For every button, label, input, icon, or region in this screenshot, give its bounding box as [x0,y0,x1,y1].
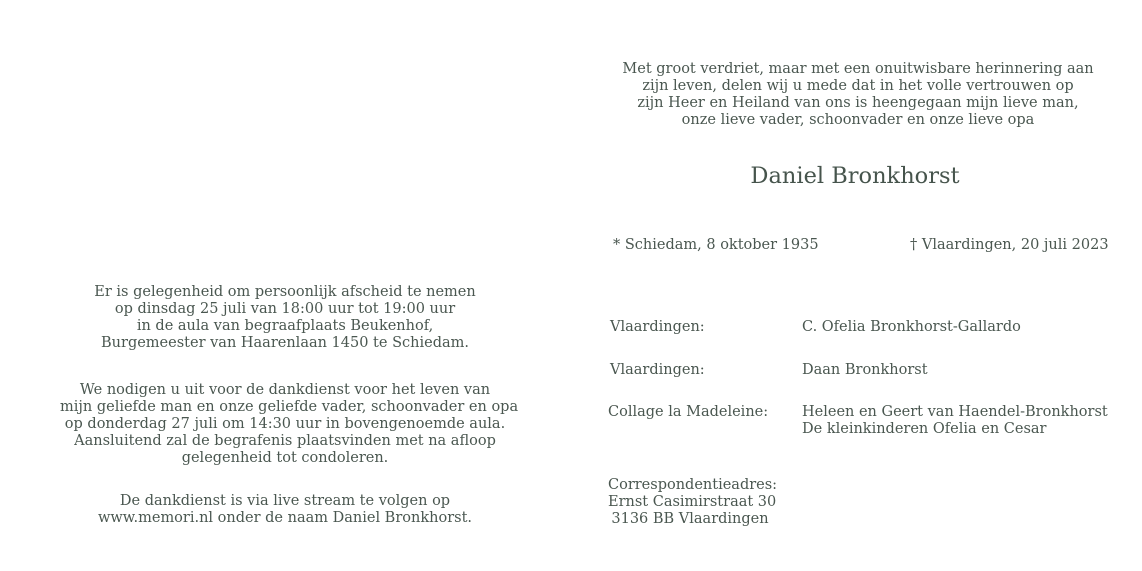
farewell-line: in de aula van begraafplaats Beukenhof, [136,318,434,334]
service-line: gelegenheid tot condoleren. [181,450,389,466]
address-line: 3136 BB Vlaardingen [611,511,769,527]
intro-line: zijn Heer en Heiland van ons is heengegaan mijn lieve man, [637,95,1079,111]
intro-line: Met groot verdriet, maar met een onuitwisbare herinnering aan [622,61,1094,77]
correspondence-address [608,477,778,528]
death-date: † Vlaardingen, 20 juli 2023 [910,237,1109,253]
family-name-line: Heleen en Geert van Haendel-Bronkhorst [802,404,1108,420]
family-name-line: Daan Bronkhorst [802,362,928,378]
farewell-line: Er is gelegenheid om persoonlijk afscheid te nemen [94,284,476,300]
service-line: We nodigen u uit voor de dankdienst voor het leven van [79,382,491,398]
intro-paragraph [620,61,1096,129]
family-names [802,404,1108,438]
address-line: Ernst Casimirstraat 30 [608,494,777,510]
livestream-paragraph [60,493,510,527]
family-place: Vlaardingen: [610,362,705,378]
address-line: Correspondentieadres: [608,477,778,493]
livestream-line: De dankdienst is via live stream te volgen op [119,493,451,509]
service-line: op donderdag 27 juli om 14:30 uur in bovengenoemde aula. [64,416,506,432]
intro-line: onze lieve vader, schoonvader en onze lieve opa [681,112,1035,128]
family-name-line: C. Ofelia Bronkhorst-Gallardo [802,319,1021,335]
family-place: Vlaardingen: [610,319,705,335]
family-place: Collage la Madeleine: [608,404,769,420]
birth-date: * Schiedam, 8 oktober 1935 [613,237,819,253]
service-paragraph [60,382,519,467]
service-line: mijn geliefde man en onze geliefde vader, schoonvader en opa [60,399,519,415]
family-names [802,362,928,379]
service-line: Aansluitend zal de begrafenis plaatsvinden met na afloop [74,433,496,449]
intro-line: zijn leven, delen wij u mede dat in het volle vertrouwen op [642,78,1074,94]
livestream-line: www.memori.nl onder de naam Daniel Bronkhorst. [97,510,473,526]
farewell-line: Burgemeester van Haarenlaan 1450 te Schiedam. [101,335,469,351]
farewell-paragraph [60,284,510,352]
deceased-name: Daniel Bronkhorst [750,163,960,189]
farewell-line: op dinsdag 25 juli van 18:00 uur tot 19:00 uur [114,301,456,317]
family-name-line: De kleinkinderen Ofelia en Cesar [802,421,1047,437]
family-names [802,319,1021,336]
